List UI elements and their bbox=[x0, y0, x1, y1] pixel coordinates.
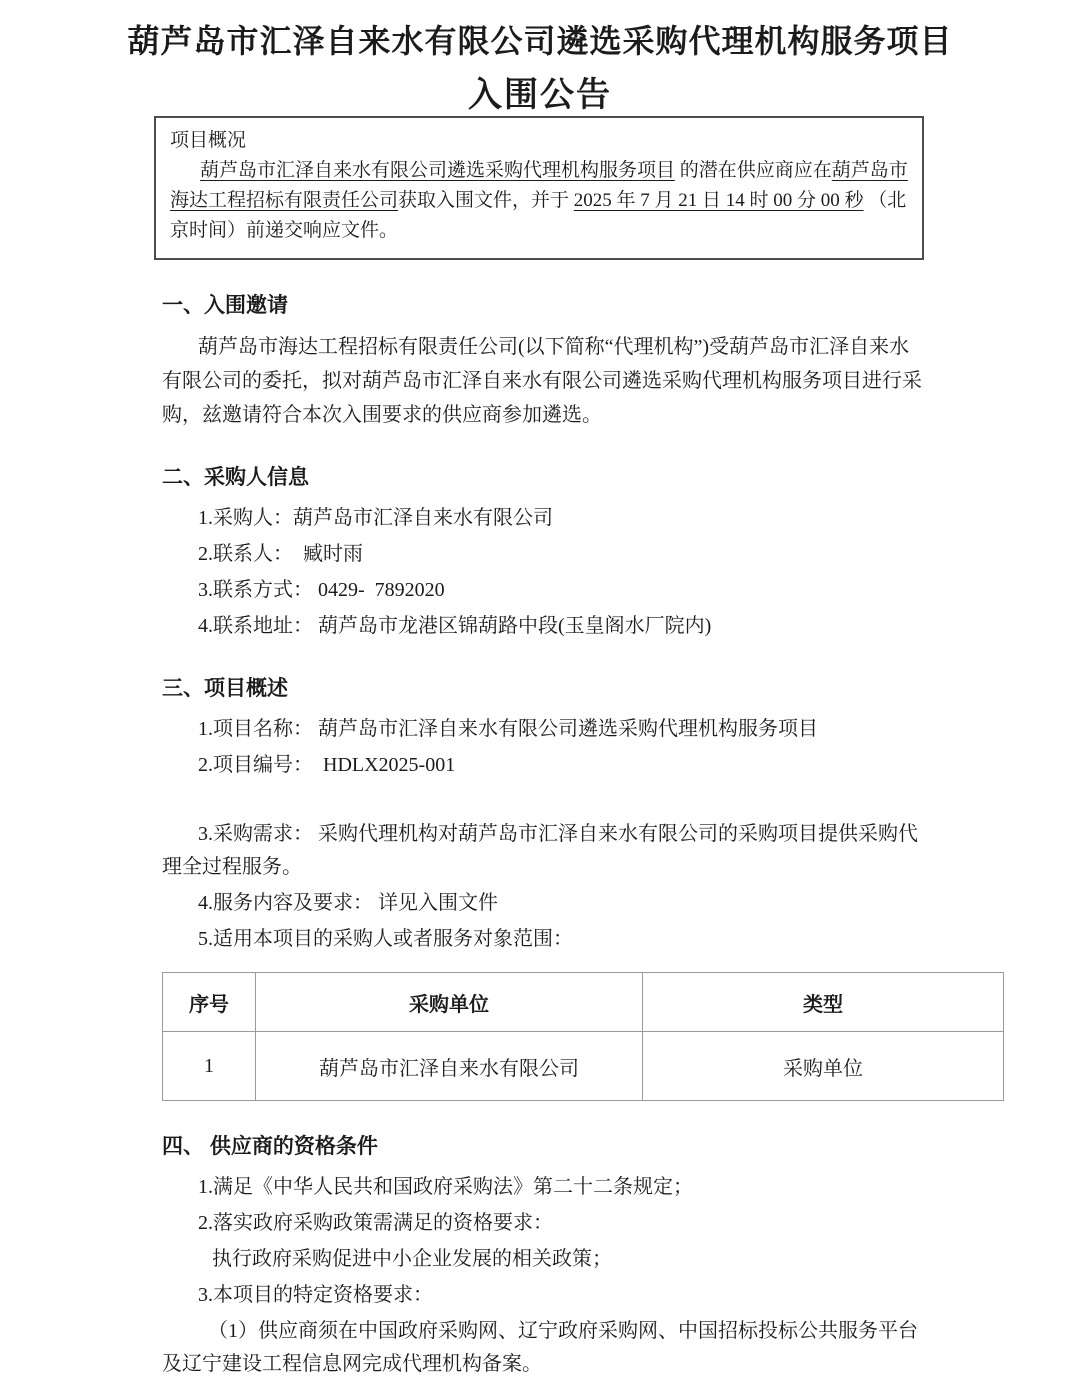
section-invitation bbox=[162, 292, 924, 432]
project-overview-box bbox=[154, 116, 924, 260]
overview-text-segment: 获取入围文件，并于 bbox=[398, 190, 574, 211]
qualification-specific-item: 3.本项目的特定资格要求： bbox=[198, 1284, 433, 1306]
qualification-registration-item: （1）供应商须在中国政府采购网、辽宁政府采购网、中国招标投标公共服务平台及辽宁建设工程信息网完成代理机构备案。 bbox=[162, 1320, 918, 1375]
contact-phone-item: 3.联系方式： 0429- 7892020 bbox=[198, 579, 445, 601]
document-subtitle: 入围公告 bbox=[468, 76, 612, 114]
section-project-summary bbox=[162, 675, 924, 1101]
scope-row-seq: 1 bbox=[163, 1032, 256, 1101]
scope-row-unit: 葫芦岛市汇泽自来水有限公司 bbox=[256, 1032, 643, 1101]
scope-table-header-unit: 采购单位 bbox=[256, 973, 643, 1032]
document-title: 葫芦岛市汇泽自来水有限公司遴选采购代理机构服务项目 bbox=[127, 23, 953, 59]
section-purchaser-info bbox=[162, 464, 924, 643]
purchaser-items bbox=[162, 502, 924, 643]
contact-address-item: 4.联系地址： 葫芦岛市龙港区锦葫路中段(玉皇阁水厂院内) bbox=[198, 615, 712, 637]
document-body bbox=[162, 116, 924, 1381]
scope-intro-item: 5.适用本项目的采购人或者服务对象范围： bbox=[198, 928, 573, 950]
overview-text-segment: 的潜在供应商应在 bbox=[675, 160, 832, 181]
project-number-item: 2.项目编号： HDLX2025-001 bbox=[198, 754, 456, 776]
qualification-law-item: 1.满足《中华人民共和国政府采购法》第二十二条规定； bbox=[198, 1176, 693, 1198]
project-name-item: 1.项目名称： 葫芦岛市汇泽自来水有限公司遴选采购代理机构服务项目 bbox=[198, 718, 818, 740]
scope-table bbox=[162, 972, 1004, 1101]
section-qualifications-heading: 四、 供应商的资格条件 bbox=[162, 1135, 378, 1158]
scope-table-header-row bbox=[163, 973, 1004, 1032]
purchaser-name-item: 1.采购人：葫芦岛市汇泽自来水有限公司 bbox=[198, 507, 553, 529]
scope-row-type: 采购单位 bbox=[643, 1032, 1004, 1101]
overview-text-segment: （北京时间）前递交响应文件。 bbox=[170, 190, 907, 241]
overview-paragraph bbox=[170, 156, 908, 246]
service-content-item: 4.服务内容及要求： 详见入围文件 bbox=[198, 892, 498, 914]
overview-project-name-underlined: 葫芦岛市汇泽自来水有限公司遴选采购代理机构服务项目 bbox=[200, 160, 676, 181]
qualification-items bbox=[162, 1171, 924, 1381]
procurement-demand-item: 3.采购需求： 采购代理机构对葫芦岛市汇泽自来水有限公司的采购项目提供采购代理全过程服务。 bbox=[162, 823, 918, 878]
scope-table-header-seq: 序号 bbox=[163, 973, 256, 1032]
summary-items bbox=[162, 713, 924, 956]
overview-label: 项目概况 bbox=[170, 130, 247, 151]
scope-table-header-type: 类型 bbox=[643, 973, 1004, 1032]
section-invitation-paragraph: 葫芦岛市海达工程招标有限责任公司(以下简称“代理机构”)受葫芦岛市汇泽自来水有限公司的委托，拟对葫芦岛市汇泽自来水有限公司遴选采购代理机构服务项目进行采购，兹邀请符合本次入围要求的供应商参加遴选。 bbox=[162, 336, 922, 426]
overview-agency-name-underlined: 葫芦岛市海达工程招标有限责任公司 bbox=[170, 160, 908, 211]
qualification-policy-detail-item: 执行政府采购促进中小企业发展的相关政策； bbox=[212, 1248, 612, 1270]
scope-table-row bbox=[163, 1032, 1004, 1101]
section-invitation-heading: 一、入围邀请 bbox=[162, 294, 288, 317]
qualification-policy-item: 2.落实政府采购政策需满足的资格要求： bbox=[198, 1212, 553, 1234]
contact-person-item: 2.联系人： 臧时雨 bbox=[198, 543, 363, 565]
overview-deadline-underlined: 2025 年 7 月 21 日 14 时 00 分 00 秒 bbox=[573, 190, 864, 211]
section-summary-heading: 三、项目概述 bbox=[162, 677, 288, 700]
section-purchaser-heading: 二、采购人信息 bbox=[162, 466, 309, 489]
